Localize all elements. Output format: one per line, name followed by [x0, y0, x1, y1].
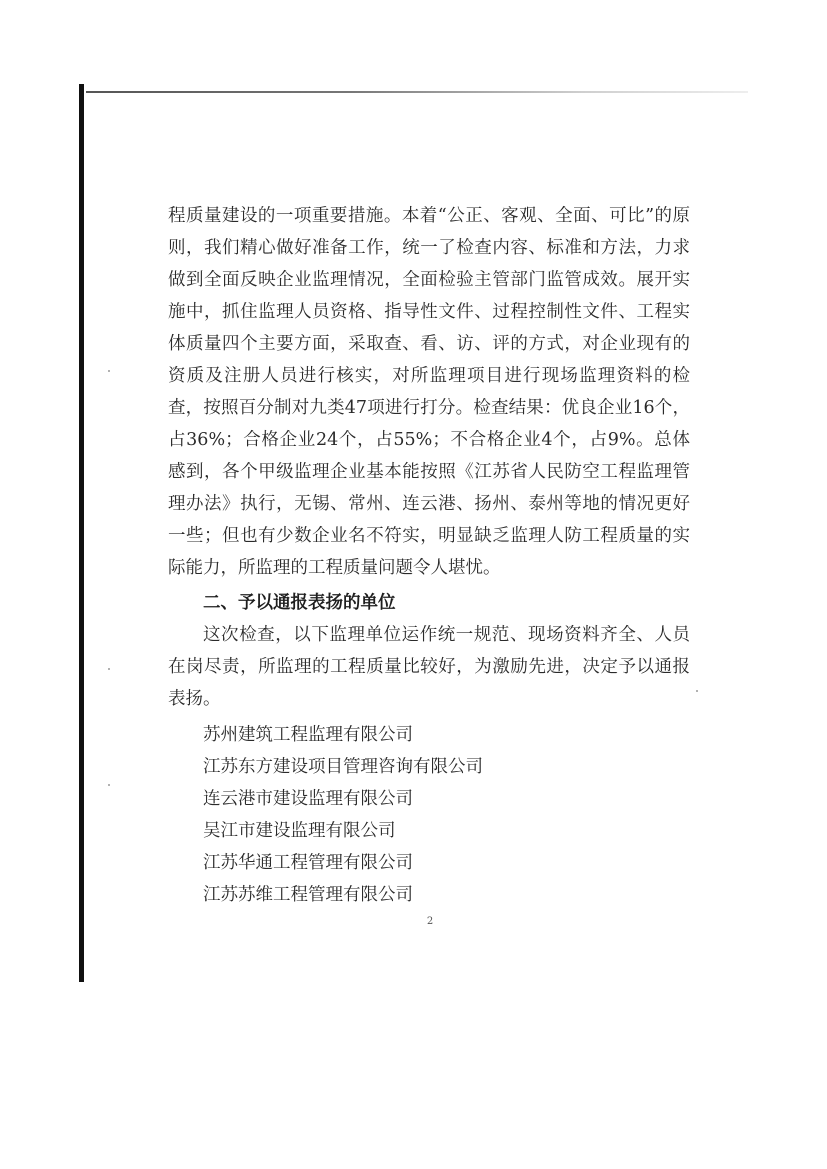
list-item: 苏州建筑工程监理有限公司: [203, 725, 413, 745]
scan-speck: [108, 784, 110, 786]
scan-speck: [696, 690, 698, 692]
body-paragraph: 程质量建设的一项重要措施。本着“公正、客观、全面、可比”的原则，我们精心做好准备工作，统一了检查内容、标准和方法，力求做到全面反映企业监理情况，全面检验主管部门监管成效。展开实施中，抓住监理人员资格、指导性文件、过程控制性文件、工程实体质量四个主要方面，采取查、看、访、评的方式，对企业现有的资质及注册人员进行核实，对所监理项目进行现场监理资料的检查，按照百分制对九类47项进行打分。检查结果：优良企业16个，占36%；合格企业24个，占55%；不合格企业4个，占9%。总体感到，各个甲级监理企业基本能按照《江苏省人民防空工程监理管理办法》执行，无锡、常州、连云港、扬州、泰州等地的情况更好一些；但也有少数企业名不符实，明显缺乏监理人防工程质量的实际能力，所监理的工程质量问题令人堪忧。: [168, 206, 690, 578]
list-item: 江苏东方建设项目管理咨询有限公司: [203, 757, 483, 777]
page-number: 2: [426, 916, 434, 927]
scan-binding-edge: [79, 84, 84, 982]
commended-units-list: [168, 719, 690, 911]
list-item: 连云港市建设监理有限公司: [203, 789, 413, 809]
list-item: 江苏苏维工程管理有限公司: [203, 885, 413, 905]
list-item: 江苏华通工程管理有限公司: [203, 853, 413, 873]
document-body: [168, 200, 690, 911]
section-heading: 二、予以通报表扬的单位: [203, 593, 396, 613]
scan-speck: [108, 668, 110, 670]
body-paragraph-commendation: 这次检查，以下监理单位运作统一规范、现场资料齐全、人员在岗尽责，所监理的工程质量比较好，为激励先进，决定予以通报表扬。: [168, 625, 690, 709]
list-item: 吴江市建设监理有限公司: [203, 821, 396, 841]
header-rule: [86, 91, 748, 93]
scan-speck: [108, 370, 110, 372]
